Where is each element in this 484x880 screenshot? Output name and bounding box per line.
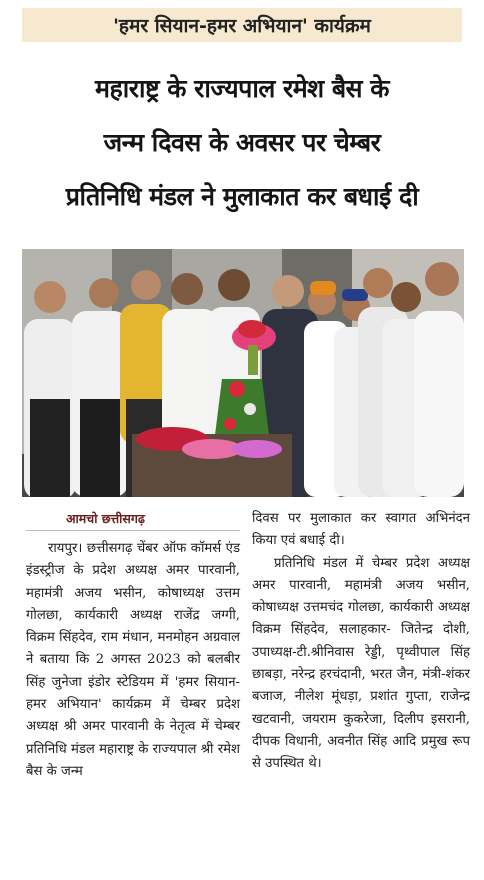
news-photo	[22, 249, 464, 497]
article-right-continuation: दिवस पर मुलाकात कर स्वागत अभिनंदन किया एवं बधाई दी।	[252, 511, 470, 549]
article-right-column	[252, 508, 470, 776]
headline-line-1: महाराष्ट्र के राज्यपाल रमेश बैस के	[95, 74, 389, 103]
program-banner	[22, 8, 462, 42]
headline-line-3: प्रतिनिधि मंडल ने मुलाकात कर बधाई दी	[65, 182, 419, 211]
group-photo-illustration	[22, 249, 464, 497]
source-credit: आमचो छत्तीसगढ़	[66, 511, 145, 526]
headline-line-2: जन्म दिवस के अवसर पर चेम्बर	[103, 128, 381, 157]
article-left-column	[26, 538, 240, 783]
credit-divider	[26, 530, 240, 531]
article-right-paragraph: प्रतिनिधि मंडल में चेम्बर प्रदेश अध्यक्ष अमर पारवानी, महामंत्री अजय भसीन, कोषाध्यक्ष उत्तमचंद गोलछा, कार्यकारी अध्यक्ष विक्रम सिंहदेव, सलाहकार- जितेन्द्र दोशी, उपाध्यक्ष-टी.श्रीनिवास रेड्डी, पृथ्वीपाल सिंह छाबड़ा, नरेन्द्र हरचंदानी, भरत जैन, मंत्री-शंकर बजाज, नीलेश मूंधड़ा, प्रशांत गुप्ता, राजेन्द्र खटवानी, जयराम कुकरेजा, दिलीप इसरानी, दीपक विधानी, अवनीत सिंह आदि प्रमुख रूप से उपस्थित थे।	[252, 555, 470, 772]
program-banner-text: 'हमर सियान-हमर अभियान' कार्यक्रम	[113, 15, 371, 37]
article-left-paragraph: रायपुर। छत्तीसगढ़ चेंबर ऑफ कॉमर्स एंड इंडस्ट्रीज के प्रदेश अध्यक्ष अमर पारवानी, महामंत्री अजय भसीन, कोषाध्यक्ष उत्तम गोलछा, कार्यकारी अध्यक्ष राजेंद्र जग्गी, विक्रम सिंहदेव, राम मंधान, मनमोहन अग्रवाल ने बताया कि 2 अगस्त 2023 को बलबीर सिंह जुनेजा इंडोर स्टेडियम में 'हमर सियान-हमर अभियान' कार्यक्रम में चेम्बर प्रदेश अध्यक्ष श्री अमर पारवानी के नेतृत्व में चेम्बर प्रतिनिधि मंडल महाराष्ट्र के राज्यपाल श्री रमेश बैस के जन्म	[26, 541, 240, 779]
headline	[18, 62, 466, 224]
